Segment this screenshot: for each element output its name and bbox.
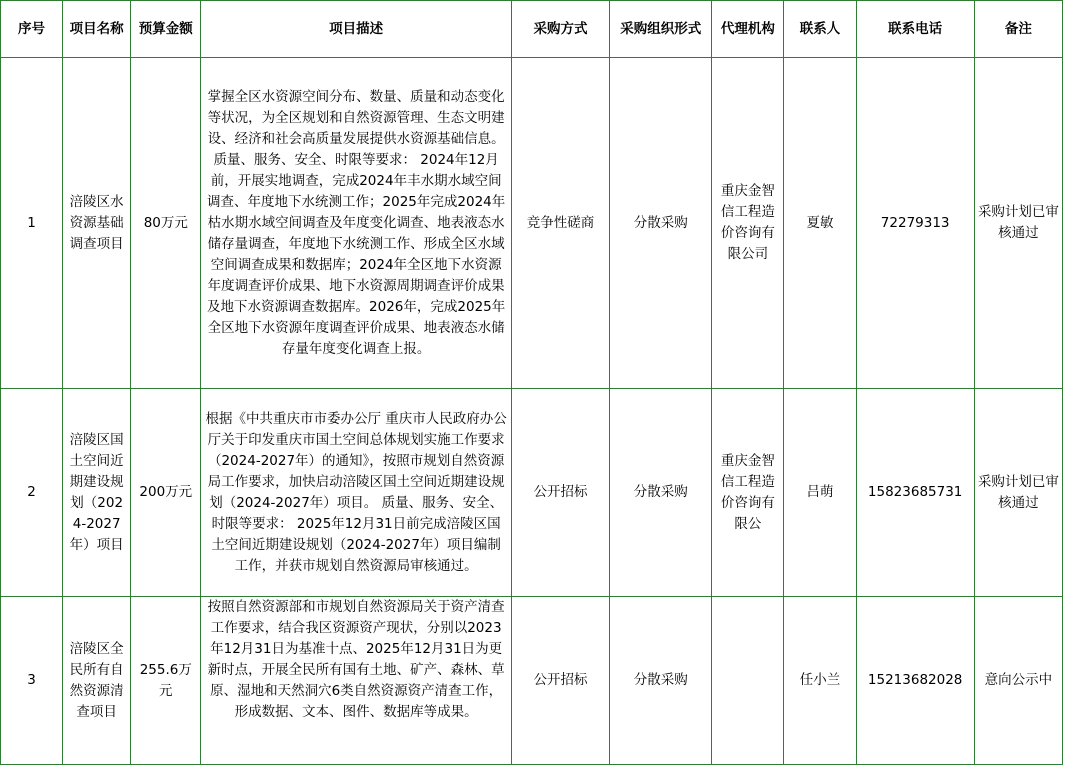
header-row	[1, 1, 1063, 58]
header-agency: 代理机构	[712, 1, 784, 58]
header-index: 序号	[1, 1, 63, 58]
cell-contact: 任小兰	[784, 597, 856, 765]
table-row	[1, 597, 1063, 765]
cell-org-form: 分散采购	[610, 389, 712, 597]
cell-method: 公开招标	[511, 389, 609, 597]
cell-budget: 200万元	[131, 389, 201, 597]
header-method: 采购方式	[511, 1, 609, 58]
cell-index: 1	[1, 58, 63, 389]
cell-name: 涪陵区水资源基础调查项目	[63, 58, 131, 389]
cell-agency: 重庆金智信工程造价咨询有限公司	[712, 58, 784, 389]
cell-agency: 重庆金智信工程造价咨询有限公	[712, 389, 784, 597]
cell-description: 根据《中共重庆市市委办公厅 重庆市人民政府办公厅关于印发重庆市国土空间总体规划实施工作要求（2024-2027年）的通知》，按照市规划自然资源局工作要求，加快启动涪陵区国土空间近期建设规划（2024-2027年）项目。 质量、服务、安全、时限等要求： 2025年12月31日前完成涪陵区国土空间近期建设规划（2024-2027年）项目编制工作，并获市规划自然资源局审核通过。	[201, 389, 512, 597]
header-contact: 联系人	[784, 1, 856, 58]
cell-name: 涪陵区全民所有自然资源清查项目	[63, 597, 131, 765]
header-name: 项目名称	[63, 1, 131, 58]
cell-contact: 夏敏	[784, 58, 856, 389]
cell-org-form: 分散采购	[610, 58, 712, 389]
header-description: 项目描述	[201, 1, 512, 58]
cell-phone: 15823685731	[856, 389, 974, 597]
header-remark: 备注	[974, 1, 1062, 58]
header-phone: 联系电话	[856, 1, 974, 58]
table-row	[1, 58, 1063, 389]
cell-agency	[712, 597, 784, 765]
cell-budget: 255.6万元	[131, 597, 201, 765]
cell-method: 竞争性磋商	[511, 58, 609, 389]
cell-phone: 72279313	[856, 58, 974, 389]
cell-contact: 吕萌	[784, 389, 856, 597]
cell-remark: 采购计划已审核通过	[974, 389, 1062, 597]
cell-budget: 80万元	[131, 58, 201, 389]
cell-org-form: 分散采购	[610, 597, 712, 765]
cell-name: 涪陵区国土空间近期建设规划（2024-2027年）项目	[63, 389, 131, 597]
cell-index: 3	[1, 597, 63, 765]
cell-description: 按照自然资源部和市规划自然资源局关于资产清查工作要求，结合我区资源资产现状，分别以2023年12月31日为基准十点、2025年12月31日为更新时点，开展全民所有国有土地、矿产、森林、草原、湿地和天然洞穴6类自然资源资产清查工作，形成数据、文本、图件、数据库等成果。	[201, 597, 512, 765]
cell-phone: 15213682028	[856, 597, 974, 765]
cell-method: 公开招标	[511, 597, 609, 765]
cell-remark: 意向公示中	[974, 597, 1062, 765]
cell-description: 掌握全区水资源空间分布、数量、质量和动态变化等状况，为全区规划和自然资源管理、生态文明建设、经济和社会高质量发展提供水资源基础信息。 质量、服务、安全、时限等要求： 2024年12月前，开展实地调查，完成2024年丰水期水域空间调查、年度地下水统测工作；2025年完成2024年枯水期水域空间调查及年度变化调查、地表液态水储存量调查，年度地下水统测工作、形成全区水域空间调查成果和数据库；2024年全区地下水资源年度调查评价成果、地下水资源周期调查评价成果及地下水资源调查数据库。2026年，完成2025年全区地下水资源年度调查评价成果、地表液态水储存量年度变化调查上报。	[201, 58, 512, 389]
cell-remark: 采购计划已审核通过	[974, 58, 1062, 389]
header-budget: 预算金额	[131, 1, 201, 58]
header-org-form: 采购组织形式	[610, 1, 712, 58]
cell-index: 2	[1, 389, 63, 597]
table-row	[1, 389, 1063, 597]
